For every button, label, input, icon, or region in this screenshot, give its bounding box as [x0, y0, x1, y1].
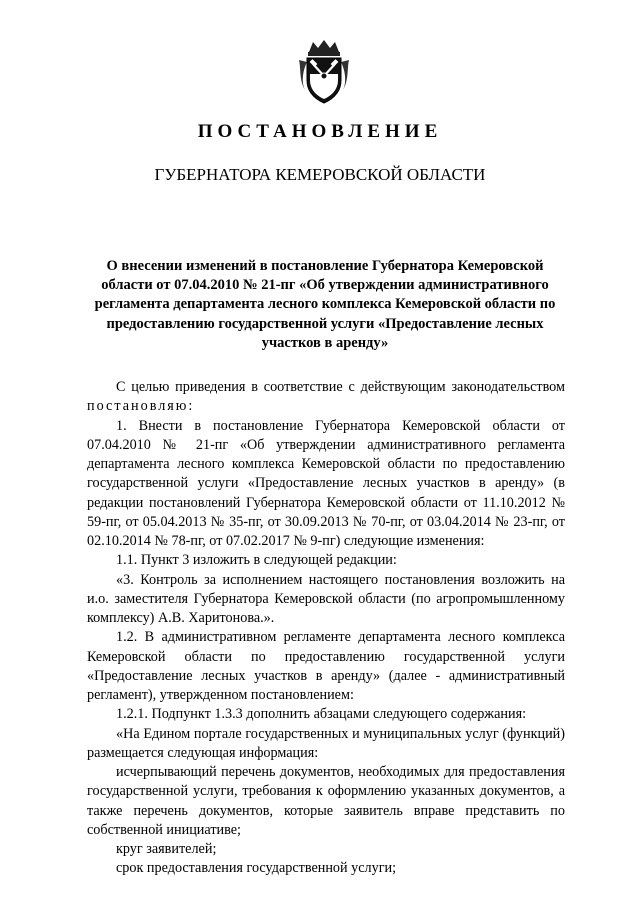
paragraph-documents-list: исчерпывающий перечень документов, необходимых для предоставления государственной услуги, требования к оформлению указанных документов, а также перечень документов, которые заявитель вправе представить по собственной инициативе;: [87, 764, 565, 838]
paragraph-1-2-1: 1.2.1. Подпункт 1.3.3 дополнить абзацами следующего содержания:: [116, 706, 527, 723]
intro-text: С целью приведения в соответствие с действующим законодательством: [116, 379, 565, 395]
paragraph-1-1: 1.1. Пункт 3 изложить в следующей редакции:: [116, 552, 397, 569]
intro-paragraph: [87, 378, 565, 417]
paragraph-portal: «На Едином портале государственных и муниципальных услуг (функций) размещается следующая информация:: [87, 725, 565, 761]
intro-spaced-text: постановляю:: [87, 398, 195, 415]
document-title: О внесении изменений в постановление Губернатора Кемеровской области от 07.04.2010 № 21-пг «Об утверждении административного регламента департамента лесного комплекса Кемеровской области по предоставлению государственной услуги «Предоставление лесных участков в аренду»: [94, 258, 556, 351]
paragraph-1: 1. Внести в постановление Губернатора Кемеровской области от 07.04.2010 № 21-пг «Об утверждении административного регламента департамента лесного комплекса Кемеровской области по предоставлению государственной услуги «Предоставление лесных участков в аренду» (в редакции постановлений Губернатора Кемеровской области от 11.10.2012 № 59-пг, от 05.04.2013 № 35-пг, от 30.09.2013 № 70-пг, от 03.04.2014 № 23-пг, от 02.10.2014 № 78-пг, от 07.02.2017 № 9-пг) следующие изменения:: [87, 417, 565, 549]
issuer: ГУБЕРНАТОРА КЕМЕРОВСКОЙ ОБЛАСТИ: [154, 165, 486, 184]
paragraph-service-term: срок предоставления государственной услуги;: [116, 860, 397, 877]
document-type: ПОСТАНОВЛЕНИЕ: [197, 121, 443, 142]
paragraph-quote-3: «3. Контроль за исполнением настоящего постановления возложить на и.о. заместителя Губернатора Кемеровской области (по агропромышленному комплексу) А.В. Харитонова.».: [87, 571, 565, 626]
paragraph-applicants: круг заявителей;: [116, 841, 217, 857]
kemerovo-coat-of-arms-icon: [295, 38, 353, 106]
document-body: [87, 378, 565, 879]
paragraph-1-2: 1.2. В административном регламенте департамента лесного комплекса Кемеровской области по предоставлению государственной услуги «Предоставление лесных участков в аренду» (далее - административный регламент), утвержденном постановлением:: [87, 629, 565, 703]
